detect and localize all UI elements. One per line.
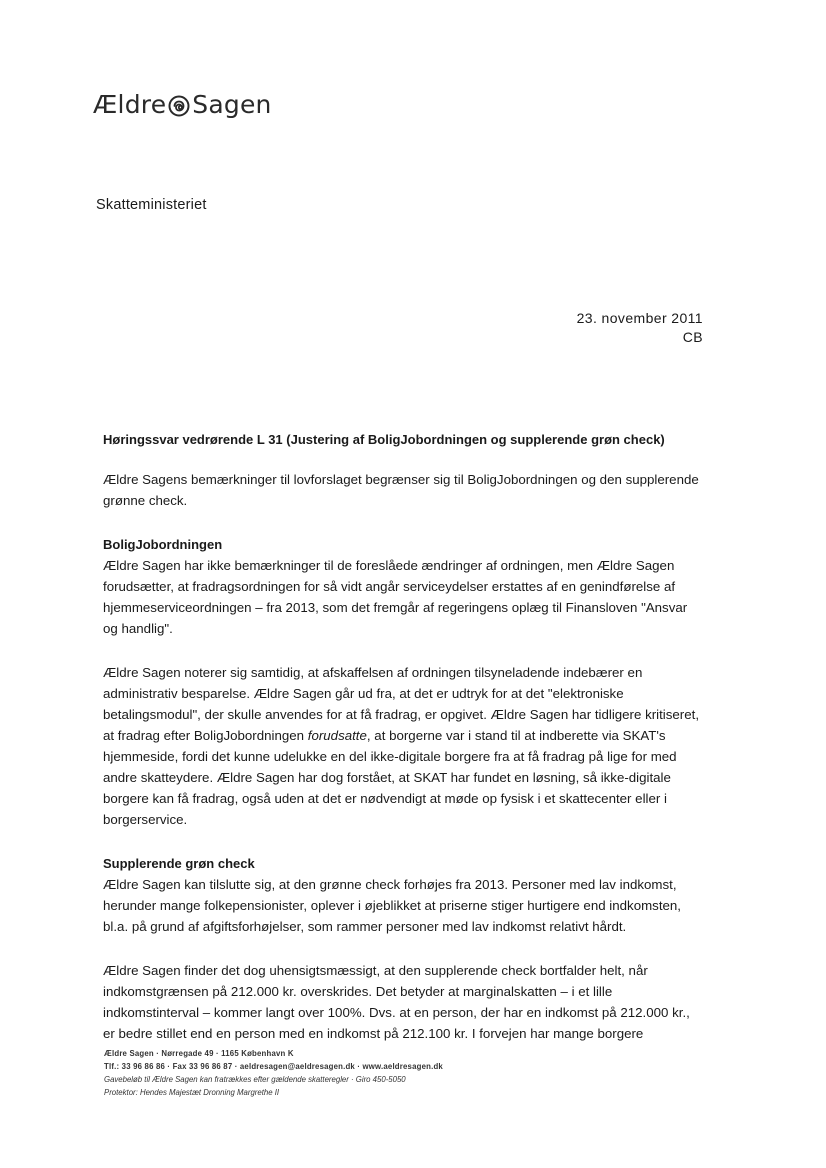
letter-meta [577,309,703,347]
emphasis-word: forudsatte [307,728,367,743]
organization-logo [93,90,272,119]
section-title-boligjob: BoligJobordningen [103,537,223,552]
logo-text-right: Sagen [192,90,272,119]
footer-address: Ældre Sagen · Nørregade 49 · 1165 København K [104,1049,294,1058]
intro-paragraph: Ældre Sagens bemærkninger til lovforslaget begrænser sig til BoligJobordningen og den supplerende grønne check. [103,472,699,508]
footer-contact: Tlf.: 33 96 86 86 · Fax 33 96 86 87 · aeldresagen@aeldresagen.dk · www.aeldresagen.dk [104,1062,443,1071]
boligjob-paragraph-2-part-1: Ældre Sagen noterer sig samtidig, at afskaffelsen af ordningen tilsyneladende indebærer en administrativ besparelse. Ældre Sagen går ud fra, at det er udtryk for at det "elektroniske betalingsmodul", der skulle anvendes for at få fradrag, er opgivet. Ældre Sagen har tidligere kritiseret, at fradrag efter BoligJobordningen [103,665,700,743]
recipient: Skatteministeriet [96,197,207,213]
spiral-logo-icon [168,95,190,117]
letter-date: 23. november 2011 [576,310,703,326]
boligjob-paragraph-2 [103,662,703,830]
letter-subject: Høringssvar vedrørende L 31 (Justering af BoligJobordningen og supplerende grøn check) [103,432,665,447]
green-check-paragraph-1: Ældre Sagen kan tilslutte sig, at den grønne check forhøjes fra 2013. Personer med lav indkomst, herunder mange folkepensionister, oplever i øjeblikket at priserne stiger hurtigere end indkomsten, bl.a. på grund af afgiftsforhøjelser, som rammer personer med lav indkomst relativt hårdt. [103,877,681,934]
letterhead-footer [104,1047,443,1099]
letter-body [103,429,703,1044]
footer-patron: Protektor: Hendes Majestæt Dronning Margrethe II [104,1088,280,1097]
boligjob-paragraph-2-part-2: , at borgerne var i stand til at indberette via SKAT's hjemmeside, fordi det kunne udelukke en del ikke-digitale borgere fra at få fradrag på lige for med andre skatteydere. Ældre Sagen har dog forstået, at SKAT har fundet en løsning, så ikke-digitale borgere kan få fradrag, også uden at det er nødvendigt at møde op fysisk i et skattecenter eller i borgerservice. [103,728,677,827]
footer-donation-note: Gavebeløb til Ældre Sagen kan fratrækkes efter gældende skatteregler · Giro 450-5050 [104,1075,406,1084]
boligjob-paragraph-1: Ældre Sagen har ikke bemærkninger til de foreslåede ændringer af ordningen, men Ældre Sagen forudsætter, at fradragsordningen for så vidt angår serviceydelser erstattes af en genindførelse af hjemmeserviceordningen – fra 2013, som det fremgår af regeringens oplæg til Finansloven "Ansvar og handlig". [103,558,688,636]
green-check-paragraph-2: Ældre Sagen finder det dog uhensigtsmæssigt, at den supplerende check bortfalder helt, når indkomstgrænsen på 212.000 kr. overskrides. Det betyder at marginalskatten – i et lille indkomstinterval – kommer langt over 100%. Dvs. at en person, der har en indkomst på 212.000 kr., er bedre stillet end en person med en indkomst på 212.100 kr. I forvejen har mange borgere [103,963,690,1041]
logo-text-left: Ældre [93,90,167,119]
section-title-green-check: Supplerende grøn check [103,856,255,871]
author-initials: CB [682,329,703,345]
